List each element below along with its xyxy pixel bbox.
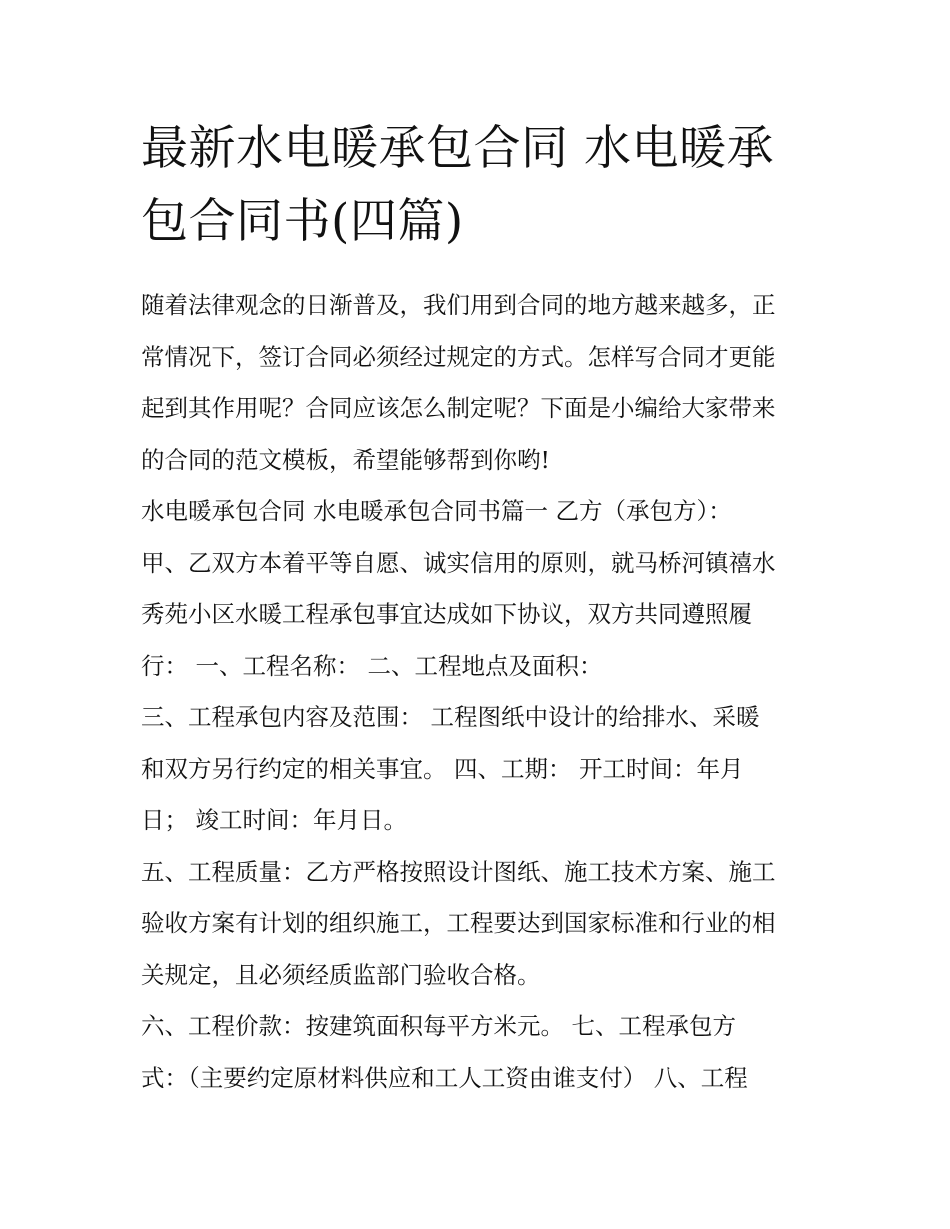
body-line: 日； 竣工时间：年月日。: [141, 806, 407, 834]
body-line: 和双方另行约定的相关事宜。 四、工期： 开工时间：年月: [141, 754, 744, 783]
body-line: 起到其作用呢？合同应该怎么制定呢？下面是小编给大家带来: [141, 394, 776, 422]
body-line: 行： 一、工程名称： 二、工程地点及面积：: [141, 651, 603, 680]
document-body: [141, 280, 831, 1104]
body-line: 甲、乙双方本着平等自愿、诚实信用的原则，就马桥河镇禧水: [141, 548, 776, 577]
body-line: 三、工程承包内容及范围： 工程图纸中设计的给排水、采暖: [141, 703, 760, 731]
body-line: 的合同的范文模板，希望能够帮到你哟!: [141, 445, 550, 474]
body-line: 验收方案有计划的组织施工，工程要达到国家标准和行业的相: [141, 909, 776, 937]
body-line: 常情况下，签订合同必须经过规定的方式。怎样写合同才更能: [141, 342, 776, 371]
body-line: 关规定，且必须经质监部门验收合格。: [141, 960, 541, 989]
document-title: [141, 112, 831, 258]
body-line: 水电暖承包合同 水电暖承包合同书篇一 乙方（承包方）：: [141, 497, 732, 525]
title-line: 包合同书(四篇): [141, 194, 464, 249]
body-line: 六、工程价款：按建筑面积每平方米元。 七、工程承包方: [141, 1012, 736, 1040]
title-line: 最新水电暖承包合同 水电暖承: [141, 121, 774, 176]
body-line: 随着法律观念的日渐普及，我们用到合同的地方越来越多，正: [141, 291, 776, 319]
body-line: 式：（主要约定原材料供应和工人工资由谁支付） 八、工程: [141, 1063, 748, 1092]
body-line: 秀苑小区水暖工程承包事宜达成如下协议，双方共同遵照履: [141, 600, 752, 628]
body-line: 五、工程质量：乙方严格按照设计图纸、施工技术方案、施工: [141, 857, 776, 886]
